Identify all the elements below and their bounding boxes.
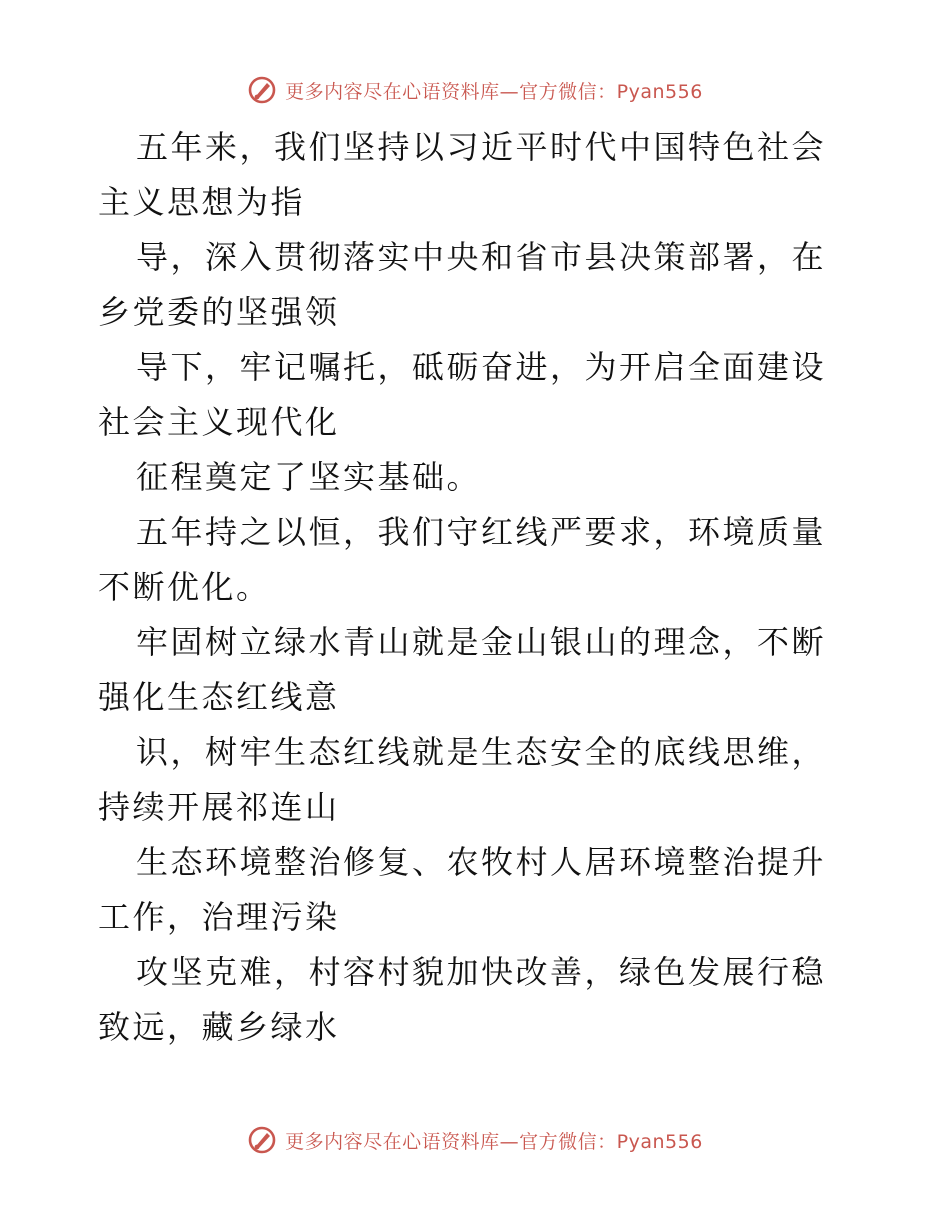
- header-watermark: [0, 72, 950, 108]
- paragraph: 五年持之以恒，我们守红线严要求，环境质量不断优化。: [98, 513, 827, 606]
- paragraph: 征程奠定了坚实基础。: [136, 458, 482, 496]
- paragraph: 生态环境整治修复、农牧村人居环境整治提升工作，治理污染: [98, 843, 827, 936]
- brush-logo-icon: [247, 75, 277, 105]
- brush-logo-icon: [247, 1125, 277, 1155]
- footer-watermark: [0, 1122, 950, 1158]
- paragraph: 攻坚克难，村容村貌加快改善，绿色发展行稳致远，藏乡绿水: [98, 953, 827, 1046]
- paragraph: 识，树牢生态红线就是生态安全的底线思维，持续开展祁连山: [98, 733, 827, 826]
- paragraph: 导，深入贯彻落实中央和省市县决策部署，在乡党委的坚强领: [98, 238, 827, 331]
- watermark-text: 更多内容尽在心语资料库—官方微信：Pyan556: [285, 1130, 703, 1153]
- paragraph: 牢固树立绿水青山就是金山银山的理念，不断强化生态红线意: [98, 623, 827, 716]
- document-body: [98, 120, 858, 1055]
- paragraph: 五年来，我们坚持以习近平时代中国特色社会主义思想为指: [98, 128, 827, 221]
- paragraph: 导下，牢记嘱托，砥砺奋进，为开启全面建设社会主义现代化: [98, 348, 827, 441]
- watermark-text: 更多内容尽在心语资料库—官方微信：Pyan556: [285, 80, 703, 103]
